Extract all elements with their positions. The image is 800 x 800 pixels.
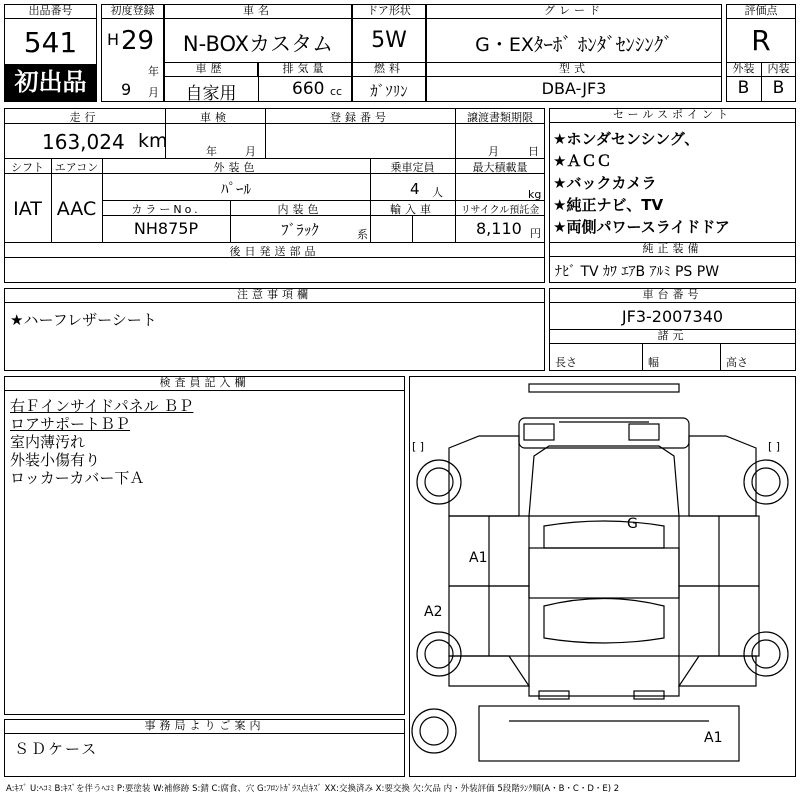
inspector-line-2: ロアサポートＢＰ [10, 415, 131, 433]
right-bracket-top: [ ] [768, 440, 781, 453]
shift-label: シフト [11, 161, 44, 174]
history-value: 自家用 [185, 84, 237, 104]
int-color-label: 内装色 [277, 203, 323, 216]
model-value: DBA-JF3 [541, 79, 607, 98]
recycle-value: 8,110 [476, 219, 522, 238]
chassis-label: 車台番号 [549, 288, 796, 303]
displacement-unit: cc [330, 85, 343, 98]
import-label: 輸入車 [390, 203, 435, 216]
int-color-suffix: 系 [357, 228, 368, 241]
max-load-label: 最大積載量 [472, 161, 528, 174]
first-reg-month-unit: 月 [148, 86, 159, 99]
height-label: 高さ [726, 356, 748, 369]
notes-label: 注意事項欄 [4, 288, 545, 303]
int-score-value: B [772, 78, 785, 98]
left-bracket-top: [ ] [412, 440, 425, 453]
capacity-label: 乗車定員 [390, 161, 435, 174]
score-label: 評価点 [726, 4, 796, 19]
car-name-label: 車名 [164, 4, 352, 19]
displacement-value: 660 [292, 79, 325, 99]
ext-score-value: B [737, 78, 750, 98]
sales-point-1: ★ホンダセンシング、 [553, 130, 700, 148]
inspector-line-5: ロッカーカバー下Ａ [10, 469, 145, 487]
int-color-value: ﾌﾞﾗｯｸ [281, 221, 319, 239]
genuine-equipment-value: ﾅﾋﾞ TV ｶﾜ ｴｱB ｱﾙﾐ PS PW [555, 264, 720, 280]
sales-points-label: セールスポイント [549, 108, 796, 123]
shift-value: IAT [13, 198, 42, 220]
car-outline-diagram [409, 376, 796, 777]
mileage-unit: km [138, 130, 168, 152]
inspection-label: 車検 [200, 111, 230, 124]
score-value: R [751, 24, 771, 57]
chassis-value: JF3-2007340 [621, 307, 724, 326]
inspector-line-1: 右Ｆインサイドパネル ＢＰ [10, 397, 194, 415]
model-label: 型式 [426, 62, 722, 77]
displacement-label: 排気量 [258, 62, 352, 77]
width-label: 幅 [648, 356, 659, 369]
first-reg-month: 9 [121, 80, 132, 99]
capacity-unit: 人 [432, 186, 443, 199]
aircon-label: エアコン [54, 161, 99, 174]
mark-a1-left: A1 [469, 550, 488, 566]
recycle-label: リサイクル預託金 [460, 205, 540, 216]
inspector-line-4: 外装小傷有り [10, 451, 101, 469]
first-reg-year-unit: 年 [148, 65, 159, 78]
sales-point-3: ★バックカメラ [553, 174, 657, 192]
grade-value: G・EXﾀｰﾎﾞ ﾎﾝﾀﾞｾﾝｼﾝｸﾞ [475, 34, 673, 56]
inspector-line-3: 室内薄汚れ [10, 433, 86, 451]
mark-a2-left: A2 [424, 604, 443, 620]
grade-label: グレード [426, 4, 722, 19]
length-label: 長さ [555, 356, 577, 369]
mark-g-windshield: G [627, 516, 638, 532]
transfer-deadline-label: 譲渡書類期限 [467, 111, 533, 124]
doors-value: 5W [371, 28, 407, 53]
color-no-label: カラーNo. [131, 203, 201, 216]
first-reg-year: 29 [121, 26, 155, 56]
reg-no-label: 登録番号 [330, 111, 390, 124]
fuel-label: 燃料 [352, 62, 426, 77]
ext-color-label: 外装色 [213, 161, 259, 174]
max-load-unit: kg [528, 188, 542, 201]
transfer-day-unit: 日 [528, 145, 539, 158]
mileage-value: 163,024 [42, 130, 125, 154]
ext-color-value: ﾊﾟｰﾙ [220, 180, 251, 198]
ext-score-label: 外装 [726, 62, 761, 77]
inspection-month-unit: 月 [245, 145, 256, 158]
doors-label: ドア形状 [352, 4, 426, 19]
sales-point-4: ★純正ナビ、TV [553, 196, 664, 214]
dimensions-label: 諸元 [549, 329, 796, 344]
notes-value: ★ハーフレザーシート [10, 311, 157, 329]
first-listing-badge: 初出品 [5, 64, 96, 101]
genuine-equipment-label: 純正装備 [549, 242, 796, 257]
first-reg-label: 初度登録 [101, 4, 164, 19]
inspector-label: 検査員記入欄 [4, 376, 405, 391]
mileage-label: 走行 [69, 111, 100, 124]
inspection-year-unit: 年 [206, 145, 217, 158]
int-score-label: 内装 [761, 62, 796, 77]
office-label: 事務局よりご案内 [4, 719, 405, 734]
recycle-unit: 円 [530, 227, 541, 240]
lot-label: 出品番号 [4, 4, 97, 19]
fuel-value: ｶﾞｿﾘﾝ [370, 82, 408, 100]
color-no-value: NH875P [133, 219, 199, 238]
sales-point-2: ★ＡＣＣ [553, 152, 612, 170]
office-value: ＳＤケース [14, 740, 99, 758]
aircon-value: AAC [56, 198, 97, 220]
car-name-value: N-BOXカスタム [182, 32, 334, 56]
capacity-value: 4 [410, 180, 420, 198]
transfer-month-unit: 月 [488, 145, 499, 158]
legend-text: A:ｷｽﾞ U:ﾍｺﾐ B:ｷｽﾞを伴うﾍｺﾐ P:要塗装 W:補修跡 S:錆 C:腐食、穴 G:ﾌﾛﾝﾄｶﾞﾗｽ点ｷｽﾞ XX:交換済み X:要交換 欠:欠品 内・外装評価 5段階ﾗﾝｸ順(A・B・C・D・E) 2 [6, 784, 620, 794]
later-parts-label: 後日発送部品 [229, 245, 320, 258]
sales-point-5: ★両側パワースライドドア [553, 218, 730, 236]
history-label: 車歴 [164, 62, 258, 77]
mark-a1-bottom: A1 [704, 730, 723, 746]
first-reg-era: H [107, 30, 120, 49]
lot-number: 541 [23, 26, 78, 59]
